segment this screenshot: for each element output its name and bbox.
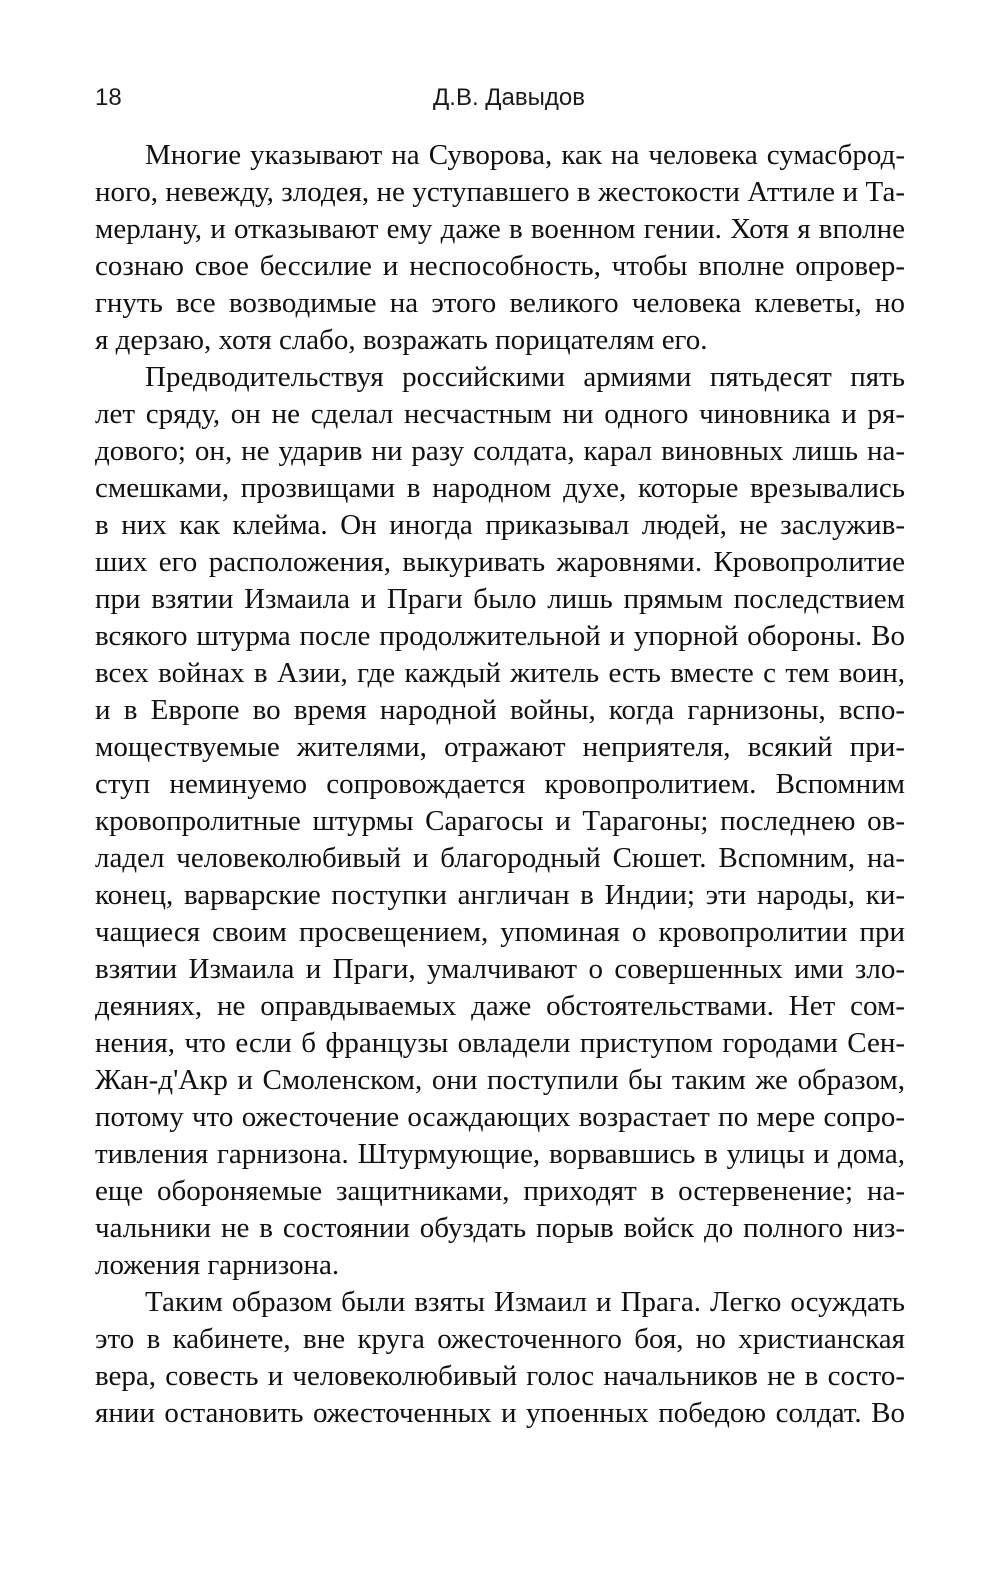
text-line: при взятии Измаила и Праги было лишь прямым последствием xyxy=(95,583,905,615)
text-line: Таким образом были взяты Измаил и Прага. Легко осуждать xyxy=(145,1286,905,1318)
body-text xyxy=(95,137,905,1432)
text-line: и в Европе во время народной войны, когда гарнизоны, вспо- xyxy=(95,694,905,726)
text-line: в них как клейма. Он иногда приказывал людей, не заслужив- xyxy=(95,509,905,541)
page-number: 18 xyxy=(95,84,122,111)
text-line: вера, совесть и человеколюбивый голос начальников не в состо- xyxy=(95,1360,905,1392)
text-line: чащиеся своим просвещением, упоминая о кровопролитии при xyxy=(95,916,905,948)
paragraph-1 xyxy=(95,137,905,359)
text-line: конец, варварские поступки англичан в Индии; эти народы, ки- xyxy=(95,879,905,911)
text-line: ступ неминуемо сопровождается кровопролитием. Вспомним xyxy=(95,768,905,800)
paragraph-3 xyxy=(95,1284,905,1432)
text-line: янии остановить ожесточенных и упоенных победою солдат. Во xyxy=(95,1397,905,1429)
paragraph-2 xyxy=(95,359,905,1284)
text-line: еще обороняемые защитниками, приходят в остервенение; на- xyxy=(95,1175,905,1207)
text-line: чальники не в состоянии обуздать порыв войск до полного низ- xyxy=(95,1212,905,1244)
text-line: сознаю свое бессилие и неспособность, чтобы вполне опровер- xyxy=(95,250,905,282)
text-line: всякого штурма после продолжительной и упорной обороны. Во xyxy=(95,620,905,652)
text-line: я дерзаю, хотя слабо, возражать порицателям его. xyxy=(95,324,708,356)
text-line: кровопролитные штурмы Сарагосы и Тарагоны; последнею ов- xyxy=(95,805,905,837)
page-header xyxy=(95,84,905,118)
text-line: взятии Измаила и Праги, умалчивают о совершенных ими зло- xyxy=(95,953,905,985)
text-line: всех войнах в Азии, где каждый житель есть вместе с тем воин, xyxy=(95,657,905,689)
text-line: ного, невежду, злодея, не уступавшего в жестокости Аттиле и Та- xyxy=(95,176,905,208)
text-line: Многие указывают на Суворова, как на человека сумасброд- xyxy=(145,139,905,171)
text-line: мерлану, и отказывают ему даже в военном гении. Хотя я вполне xyxy=(95,213,905,245)
text-line: деяниях, не оправдываемых даже обстоятельствами. Нет сом- xyxy=(95,990,905,1022)
text-line: это в кабинете, вне круга ожесточенного боя, но христианская xyxy=(95,1323,905,1355)
text-line: лет сряду, он не сделал несчастным ни одного чиновника и ря- xyxy=(95,398,905,430)
text-line: гнуть все возводимые на этого великого человека клеветы, но xyxy=(95,287,905,319)
text-line: потому что ожесточение осаждающих возрастает по мере сопро- xyxy=(95,1101,905,1133)
text-line: ших его расположения, выкуривать жаровнями. Кровопролитие xyxy=(95,546,905,578)
text-line: Жан-д'Акр и Смоленском, они поступили бы таким же образом, xyxy=(95,1064,905,1096)
text-line: ложения гарнизона. xyxy=(95,1249,340,1281)
text-line: Предводительствуя российскими армиями пятьдесят пять xyxy=(145,361,905,393)
running-head: Д.В. Давыдов xyxy=(433,84,585,111)
text-line: тивления гарнизона. Штурмующие, ворвавшись в улицы и дома, xyxy=(95,1138,905,1170)
text-line: нения, что если б французы овладели приступом городами Сен- xyxy=(95,1027,905,1059)
text-line: дового; он, не ударив ни разу солдата, карал виновных лишь на- xyxy=(95,435,905,467)
text-line: ладел человеколюбивый и благородный Сюшет. Вспомним, на- xyxy=(95,842,905,874)
text-line: смешками, прозвищами в народном духе, которые врезывались xyxy=(95,472,905,504)
text-line: моществуемые жителями, отражают неприятеля, всякий при- xyxy=(95,731,905,763)
